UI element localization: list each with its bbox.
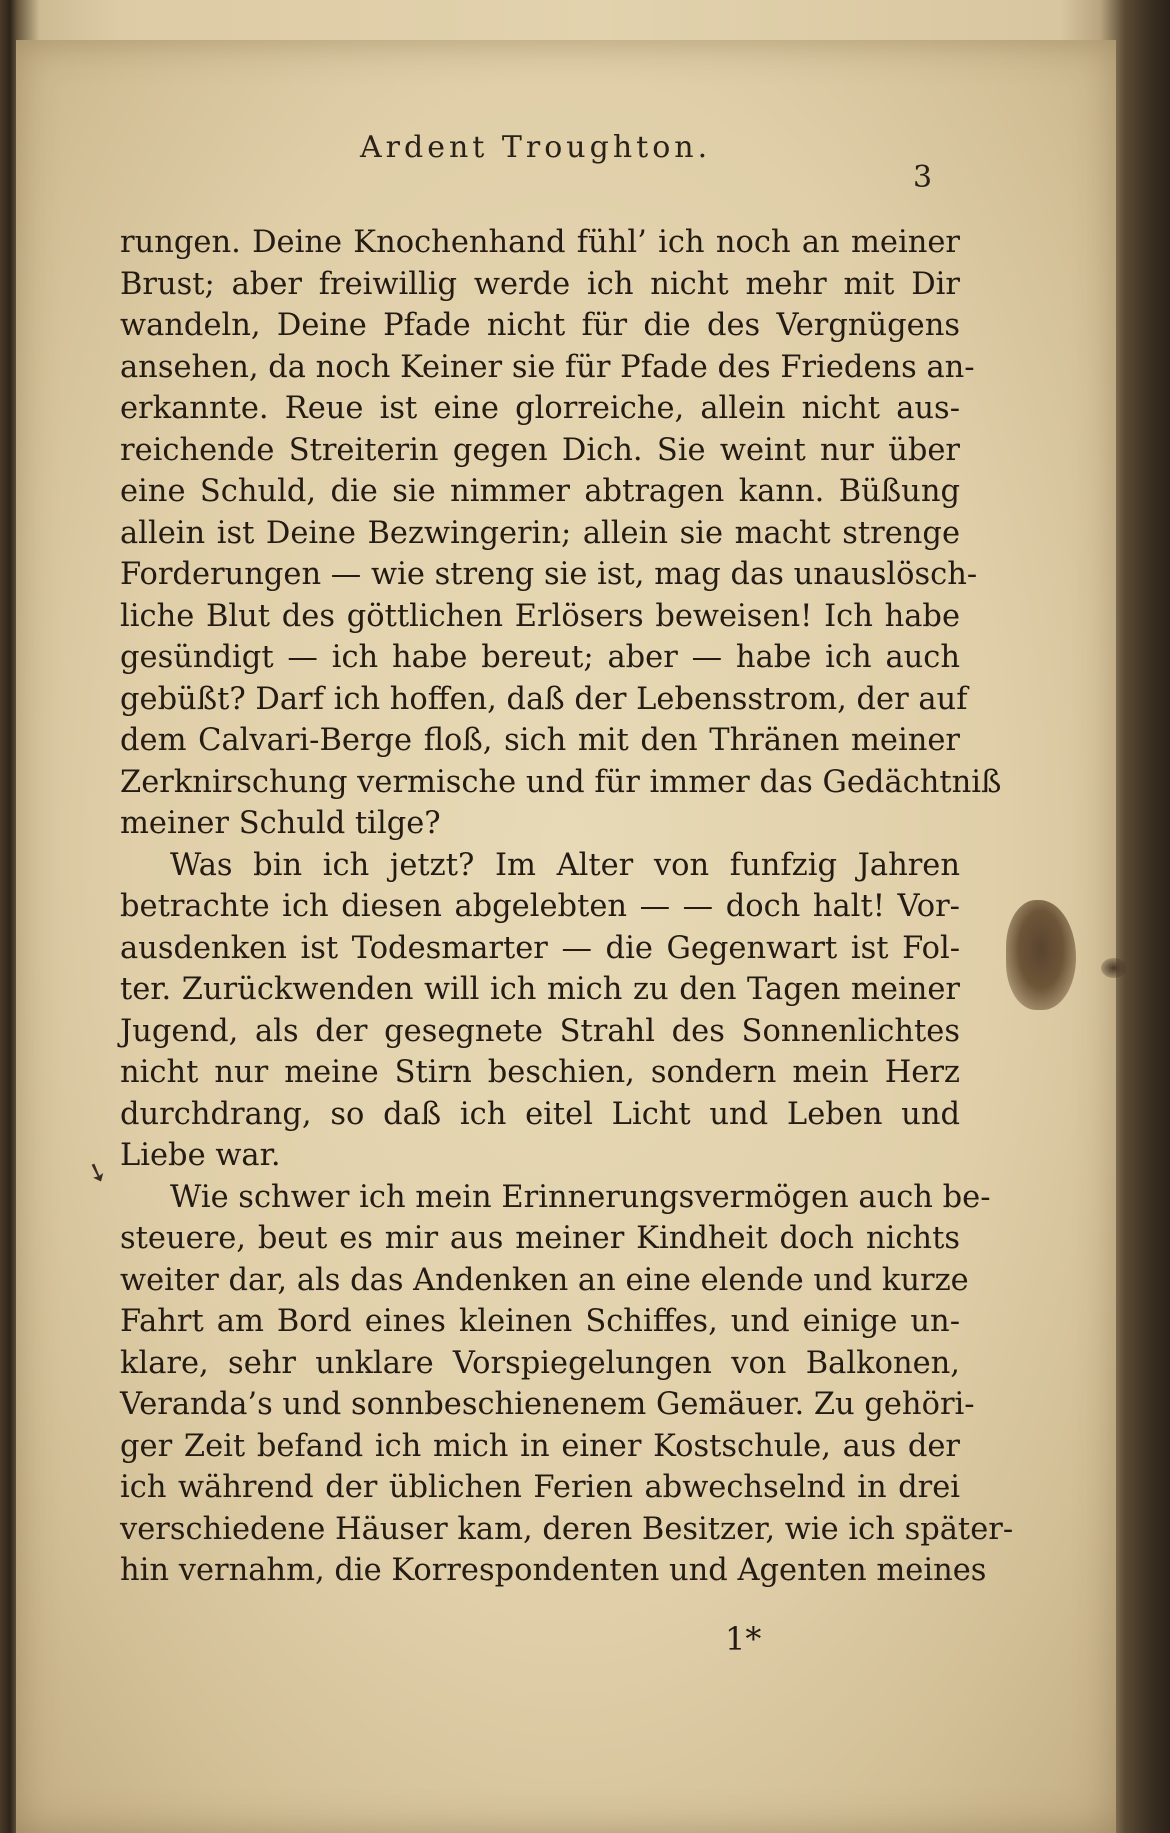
text-line: durchdrang, so daß ich eitel Licht und Leben und xyxy=(120,1096,960,1132)
text-line: verschiedene Häuser kam, deren Besitzer, wie ich später- xyxy=(120,1511,1014,1547)
text-line: erkannte. Reue ist eine glorreiche, allein nicht aus- xyxy=(120,391,960,426)
page-number: 3 xyxy=(913,160,933,195)
text-line: Brust; aber freiwillig werde ich nicht mehr mit Dir xyxy=(120,266,960,302)
text-line: nicht nur meine Stirn beschien, sondern mein Herz xyxy=(120,1055,960,1090)
text-line: weiter dar, als das Andenken an eine elende und kurze xyxy=(120,1262,969,1298)
text-line: klare, sehr unklare Vorspiegelungen von Balkonen, xyxy=(120,1345,960,1381)
text-line: ter. Zurückwenden will ich mich zu den Tagen meiner xyxy=(120,972,960,1007)
text-line: ausdenken ist Todesmarter — die Gegenwart ist Fol- xyxy=(120,930,960,966)
text-line: hin vernahm, die Korrespondenten und Agenten meines xyxy=(120,1553,987,1588)
text-line: ich während der üblichen Ferien abwechselnd in drei xyxy=(120,1470,960,1505)
text-line: Was bin ich jetzt? Im Alter von funfzig Jahren xyxy=(170,847,960,883)
text-line: ansehen, da noch Keiner sie für Pfade des Friedens an- xyxy=(120,349,975,385)
text-line: steuere, beut es mir aus meiner Kindheit doch nichts xyxy=(120,1221,960,1256)
text-line: wandeln, Deine Pfade nicht für die des Vergnügens xyxy=(120,308,960,343)
text-line: Veranda’s und sonnbeschienenem Gemäuer. Zu gehöri- xyxy=(120,1387,975,1422)
text-line: liche Blut des göttlichen Erlösers beweisen! Ich habe xyxy=(120,598,960,634)
text-line: Zerknirschung vermische und für immer das Gedächtniß xyxy=(120,764,1002,800)
body-text xyxy=(120,222,1014,1592)
text-line: gebüßt? Darf ich hoffen, daß der Lebensstrom, der auf xyxy=(120,681,968,717)
text-line: Liebe war. xyxy=(120,1138,281,1173)
text-line: reichende Streiterin gegen Dich. Sie weint nur über xyxy=(120,432,960,468)
text-line: eine Schuld, die sie nimmer abtragen kann. Büßung xyxy=(120,474,960,509)
text-line: gesündigt — ich habe bereut; aber — habe ich auch xyxy=(120,640,960,675)
ink-spot xyxy=(1101,958,1127,978)
text-line: ger Zeit befand ich mich in einer Kostschule, aus der xyxy=(120,1428,960,1464)
text-line: dem Calvari-Berge floß, sich mit den Thränen meiner xyxy=(120,723,960,758)
text-line: Wie schwer ich mein Erinnerungsvermögen auch be- xyxy=(170,1179,991,1215)
text-line: Fahrt am Bord eines kleinen Schiffes, und einige un- xyxy=(120,1304,960,1339)
text-line: meiner Schuld tilge? xyxy=(120,806,441,841)
text-line: allein ist Deine Bezwingerin; allein sie macht strenge xyxy=(120,515,960,551)
text-line: betrachte ich diesen abgelebten — — doch halt! Vor- xyxy=(120,889,960,924)
ink-stain xyxy=(1006,900,1076,1010)
text-line: Jugend, als der gesegnete Strahl des Sonnenlichtes xyxy=(120,1013,960,1049)
text-line: rungen. Deine Knochenhand fühl’ ich noch an meiner xyxy=(120,225,960,260)
signature-mark: 1* xyxy=(725,1620,762,1658)
margin-mark-icon: ➘ xyxy=(81,1155,113,1191)
running-title: Ardent Troughton. xyxy=(360,130,712,165)
text-line: Forderungen — wie streng sie ist, mag das unauslösch- xyxy=(120,557,978,592)
